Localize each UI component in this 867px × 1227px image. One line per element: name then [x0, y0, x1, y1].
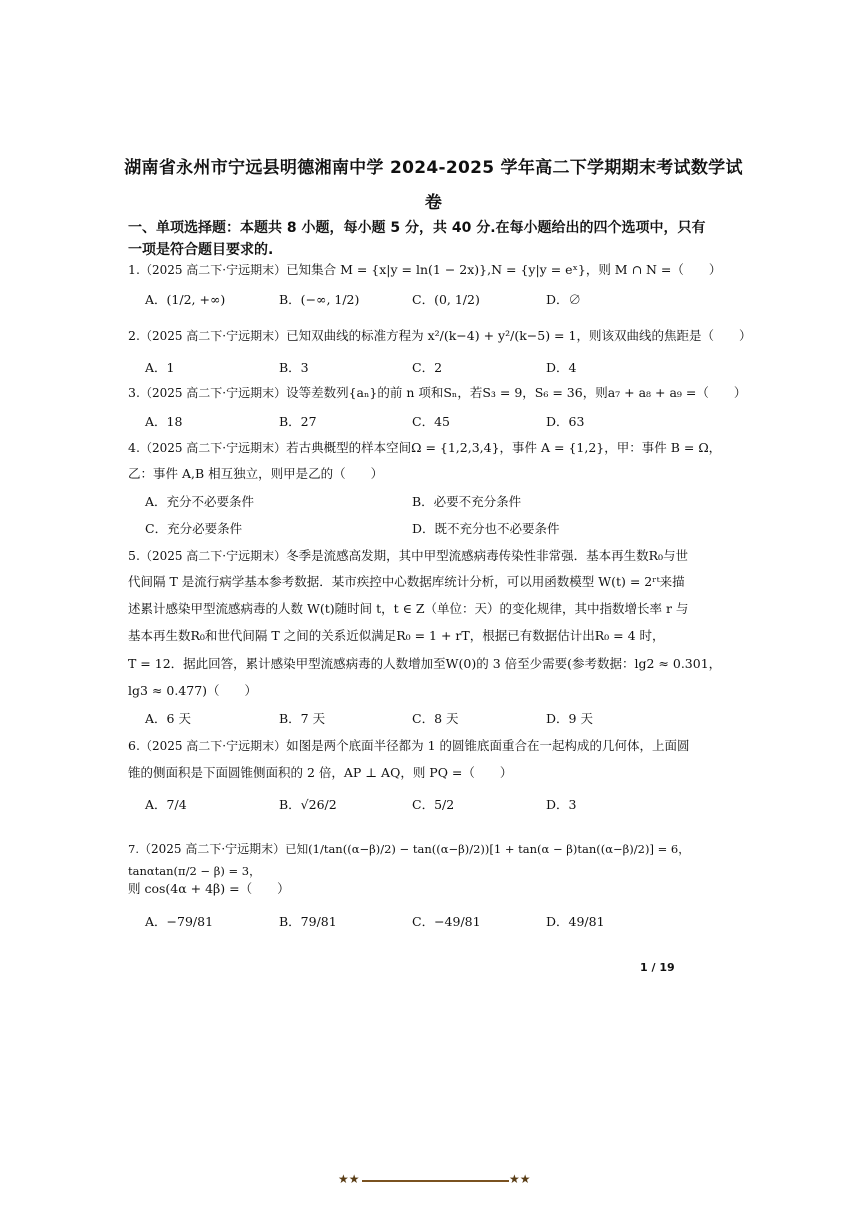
star-icon: ★★ [338, 1172, 360, 1186]
question-source: （2025 高二下·宁远期末） [139, 441, 287, 455]
question-6-line2: 锥的侧面积是下面圆锥侧面积的 2 倍，AP ⊥ AQ，则 PQ =（ ） [128, 765, 513, 780]
question-6 [128, 735, 753, 757]
q6-option-c: C．5/2 [412, 797, 455, 812]
question-text: 已知集合 M = {x|y = ln(1 − 2x)},N = {y|y = eˣ}，则 M ∩ N =（ ） [286, 262, 722, 277]
question-text: 若古典概型的样本空间Ω = {1,2,3,4}，事件 A = {1,2}，甲：事件 B = Ω， [286, 440, 722, 455]
section-heading-line2: 一项是符合题目要求的. [128, 242, 274, 258]
q4-option-a: A．充分不必要条件 [145, 494, 255, 509]
question-text: 冬季是流感高发期，其中甲型流感病毒传染性非常强．基本再生数R₀与世 [286, 548, 689, 563]
question-number: 1. [128, 262, 140, 277]
question-2 [128, 325, 753, 347]
question-source: （2025 高二下·宁远期末） [139, 549, 287, 563]
question-1 [128, 259, 753, 281]
question-source: （2025 高二下·宁远期末） [139, 386, 287, 400]
q5-option-c: C．8 天 [412, 711, 459, 726]
section-heading-line1: 一、单项选择题：本题共 8 小题，每小题 5 分，共 40 分.在每小题给出的四个选项中，只有 [128, 220, 706, 236]
star-icon: ★★ [509, 1172, 531, 1186]
question-number: 2. [128, 328, 140, 343]
question-source: （2025 高二下·宁远期末） [138, 842, 286, 856]
q3-option-d: D．63 [546, 414, 585, 429]
q3-option-a: A．18 [145, 414, 183, 429]
question-text: 已知(1/tan((α−β)/2) − tan((α−β)/2))[1 + tan(α − β)tan((α−β)/2)] = 6，tanαtan(π/2 − β) = 3， [128, 842, 690, 878]
q4-option-c: C．充分必要条件 [145, 521, 243, 536]
q1-option-d: D．∅ [546, 292, 582, 307]
question-4 [128, 437, 753, 459]
q5-option-a: A．6 天 [145, 711, 191, 726]
question-number: 4. [128, 440, 140, 455]
footer-ornament [338, 1172, 533, 1188]
question-text: 设等差数列{aₙ}的前 n 项和Sₙ，若S₃ = 9，S₆ = 36，则a₇ + a₈ + a₉ =（ ） [286, 385, 747, 400]
question-7 [128, 838, 753, 882]
q7-option-c: C．−49/81 [412, 914, 481, 929]
question-4-line2: 乙：事件 A,B 相互独立，则甲是乙的（ ） [128, 466, 384, 481]
q1-option-c: C．(0, 1/2) [412, 292, 480, 307]
divider-line [362, 1180, 509, 1182]
q6-option-a: A．7/4 [145, 797, 187, 812]
question-5-line6: lg3 ≈ 0.477)（ ） [128, 683, 258, 698]
q3-option-c: C．45 [412, 414, 450, 429]
question-number: 7. [128, 842, 139, 856]
question-5-line5: T = 12．据此回答，累计感染甲型流感病毒的人数增加至W(0)的 3 倍至少需要(参考数据：lg2 ≈ 0.301， [128, 656, 722, 671]
document-title-line1: 湖南省永州市宁远县明德湘南中学 2024-2025 学年高二下学期期末考试数学试 [124, 158, 743, 178]
q3-option-b: B．27 [279, 414, 317, 429]
question-source: （2025 高二下·宁远期末） [139, 263, 287, 277]
q2-option-b: B．3 [279, 360, 309, 375]
q6-option-d: D．3 [546, 797, 577, 812]
q1-option-a: A．(1/2, +∞) [145, 292, 226, 307]
question-source: （2025 高二下·宁远期末） [139, 739, 287, 753]
q5-option-d: D．9 天 [546, 711, 593, 726]
q7-option-b: B．79/81 [279, 914, 337, 929]
question-source: （2025 高二下·宁远期末） [139, 329, 287, 343]
q2-option-c: C．2 [412, 360, 443, 375]
question-5-line4: 基本再生数R₀和世代间隔 T 之间的关系近似满足R₀ = 1 + rT，根据已有数据估计出R₀ = 4 时， [128, 628, 665, 643]
question-5 [128, 545, 753, 567]
question-number: 3. [128, 385, 140, 400]
q4-option-d: D．既不充分也不必要条件 [412, 521, 560, 536]
q5-option-b: B．7 天 [279, 711, 326, 726]
q7-option-a: A．−79/81 [145, 914, 214, 929]
question-5-line3: 述累计感染甲型流感病毒的人数 W(t)随时间 t，t ∈ Z（单位：天）的变化规律，其中指数增长率 r 与 [128, 601, 689, 616]
document-title-line2: 卷 [424, 193, 443, 213]
q7-option-d: D．49/81 [546, 914, 605, 929]
question-5-line2: 代间隔 T 是流行病学基本参考数据．某市疾控中心数据库统计分析，可以用函数模型 W(t) = 2ʳᵗ来描 [128, 574, 685, 589]
q2-option-a: A．1 [145, 360, 175, 375]
question-number: 5. [128, 548, 140, 563]
question-7-line2: 则 cos(4α + 4β) =（ ） [128, 881, 290, 896]
page-number: 1 / 19 [640, 961, 675, 974]
question-number: 6. [128, 738, 140, 753]
q4-option-b: B．必要不充分条件 [412, 494, 522, 509]
q6-option-b: B．√26/2 [279, 797, 337, 812]
question-text: 已知双曲线的标准方程为 x²/(k−4) + y²/(k−5) = 1，则该双曲线的焦距是（ ） [286, 328, 752, 343]
q1-option-b: B．(−∞, 1/2) [279, 292, 360, 307]
question-text: 如图是两个底面半径都为 1 的圆锥底面重合在一起构成的几何体，上面圆 [286, 738, 690, 753]
question-3 [128, 382, 753, 404]
q2-option-d: D．4 [546, 360, 577, 375]
